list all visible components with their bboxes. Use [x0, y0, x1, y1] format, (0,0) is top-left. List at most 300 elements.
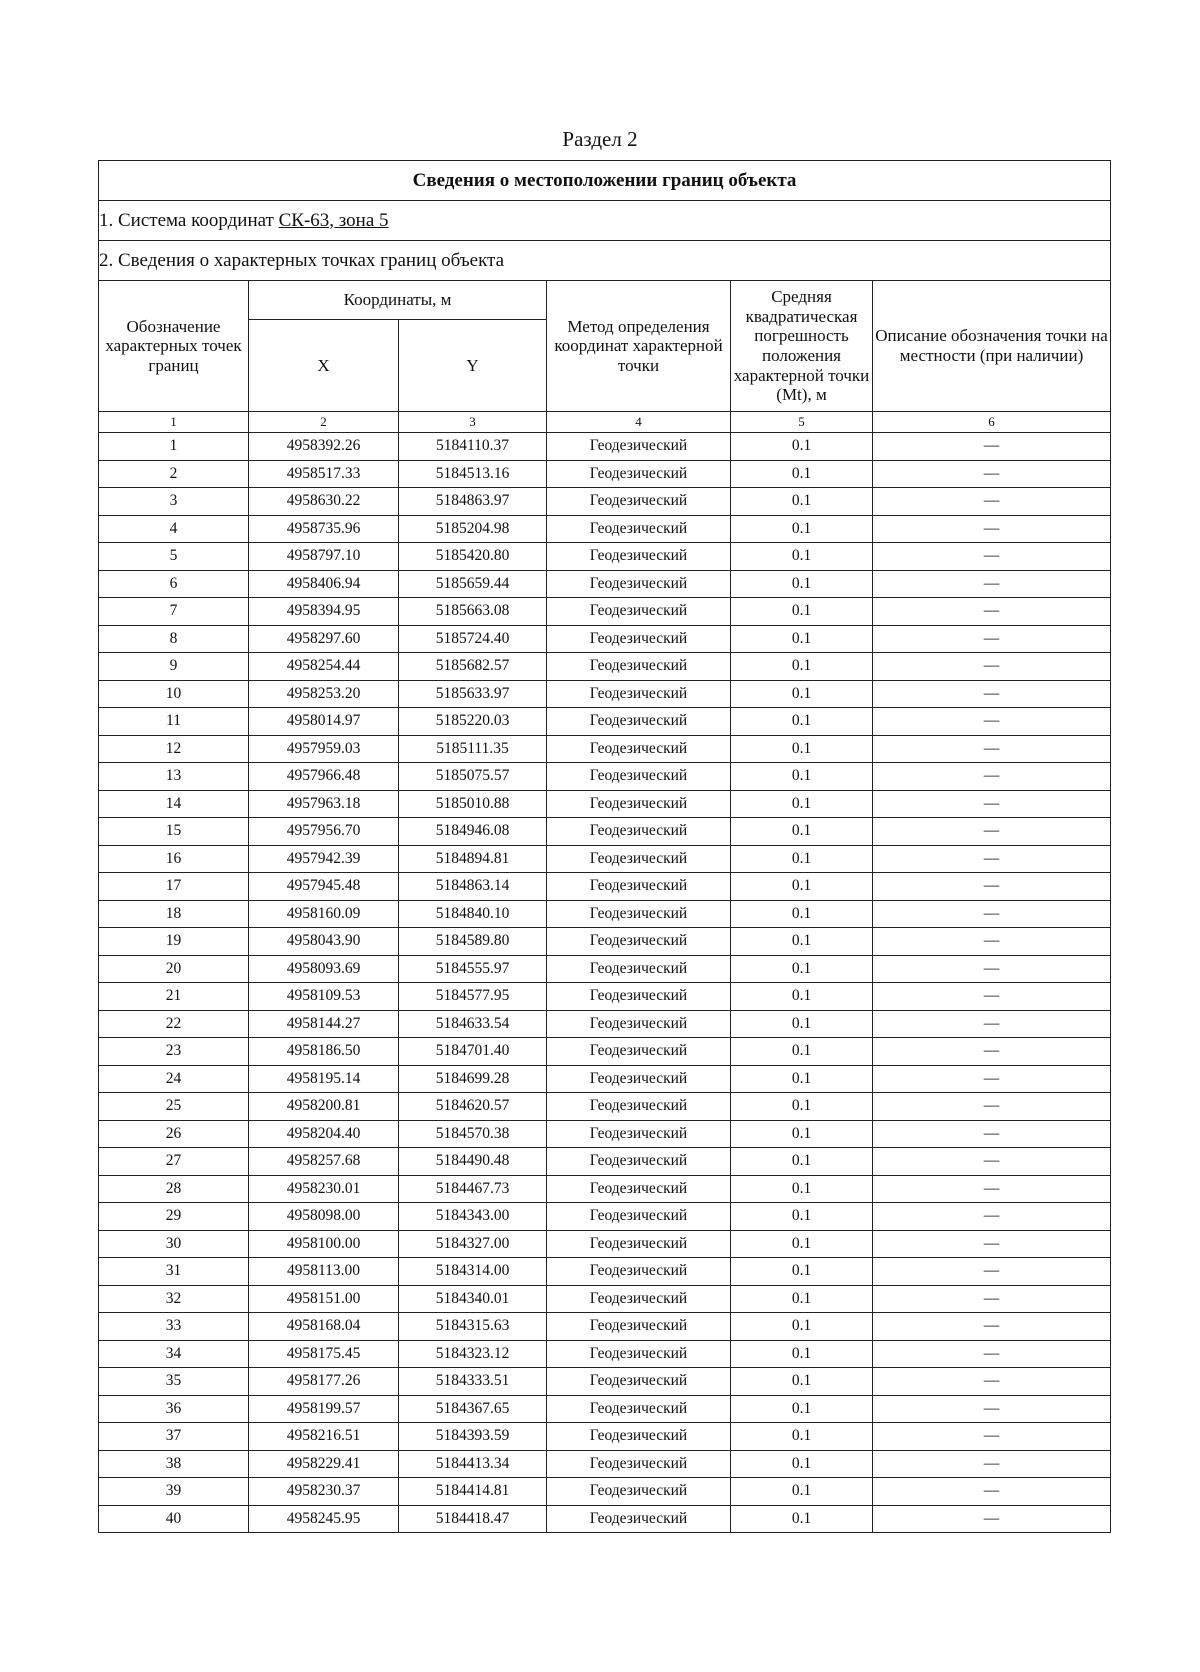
col-header-method: Метод определения координат характерной точки: [547, 281, 731, 412]
description-cell: —: [873, 1038, 1111, 1066]
description-cell: —: [873, 515, 1111, 543]
method-cell: Геодезический: [547, 1065, 731, 1093]
coord-system-prefix: 1. Система координат: [99, 209, 279, 231]
table-row: [99, 1258, 1111, 1286]
description-cell: —: [873, 680, 1111, 708]
description-cell: —: [873, 1230, 1111, 1258]
table-row: [99, 708, 1111, 736]
point-number-cell: 35: [99, 1368, 249, 1396]
method-cell: Геодезический: [547, 653, 731, 681]
method-cell: Геодезический: [547, 570, 731, 598]
method-cell: Геодезический: [547, 790, 731, 818]
x-coordinate-cell: 4958230.37: [249, 1478, 399, 1506]
method-cell: Геодезический: [547, 1120, 731, 1148]
point-number-cell: 4: [99, 515, 249, 543]
x-coordinate-cell: 4958195.14: [249, 1065, 399, 1093]
point-number-cell: 12: [99, 735, 249, 763]
error-cell: 0.1: [731, 625, 873, 653]
x-coordinate-cell: 4957942.39: [249, 845, 399, 873]
table-row: [99, 1423, 1111, 1451]
point-number-cell: 39: [99, 1478, 249, 1506]
table-row: [99, 1340, 1111, 1368]
description-cell: —: [873, 1478, 1111, 1506]
table-row: [99, 570, 1111, 598]
column-number: 1: [99, 412, 249, 433]
method-cell: Геодезический: [547, 625, 731, 653]
y-coordinate-cell: 5184314.00: [399, 1258, 547, 1286]
point-number-cell: 28: [99, 1175, 249, 1203]
method-cell: Геодезический: [547, 1423, 731, 1451]
error-cell: 0.1: [731, 790, 873, 818]
y-coordinate-cell: 5184577.95: [399, 983, 547, 1011]
error-cell: 0.1: [731, 1478, 873, 1506]
method-cell: Геодезический: [547, 708, 731, 736]
y-coordinate-cell: 5184699.28: [399, 1065, 547, 1093]
method-cell: Геодезический: [547, 1148, 731, 1176]
x-coordinate-cell: 4957963.18: [249, 790, 399, 818]
method-cell: Геодезический: [547, 1313, 731, 1341]
error-cell: 0.1: [731, 763, 873, 791]
error-cell: 0.1: [731, 1313, 873, 1341]
point-number-cell: 21: [99, 983, 249, 1011]
table-row: [99, 1148, 1111, 1176]
y-coordinate-cell: 5185633.97: [399, 680, 547, 708]
y-coordinate-cell: 5185659.44: [399, 570, 547, 598]
y-coordinate-cell: 5184333.51: [399, 1368, 547, 1396]
table-row: [99, 1093, 1111, 1121]
x-coordinate-cell: 4958100.00: [249, 1230, 399, 1258]
method-cell: Геодезический: [547, 1203, 731, 1231]
table-row: [99, 983, 1111, 1011]
x-coordinate-cell: 4958160.09: [249, 900, 399, 928]
x-coordinate-cell: 4957966.48: [249, 763, 399, 791]
table-row: [99, 1285, 1111, 1313]
point-number-cell: 25: [99, 1093, 249, 1121]
x-coordinate-cell: 4958204.40: [249, 1120, 399, 1148]
x-coordinate-cell: 4958216.51: [249, 1423, 399, 1451]
description-cell: —: [873, 598, 1111, 626]
error-cell: 0.1: [731, 1065, 873, 1093]
table-row: [99, 735, 1111, 763]
point-number-cell: 17: [99, 873, 249, 901]
x-coordinate-cell: 4958043.90: [249, 928, 399, 956]
error-cell: 0.1: [731, 460, 873, 488]
y-coordinate-cell: 5184315.63: [399, 1313, 547, 1341]
description-cell: —: [873, 1010, 1111, 1038]
y-coordinate-cell: 5184701.40: [399, 1038, 547, 1066]
description-cell: —: [873, 873, 1111, 901]
table-row: [99, 763, 1111, 791]
method-cell: Геодезический: [547, 818, 731, 846]
column-number: 5: [731, 412, 873, 433]
y-coordinate-cell: 5184393.59: [399, 1423, 547, 1451]
point-number-cell: 8: [99, 625, 249, 653]
coord-system-value: СК-63, зона 5: [278, 209, 389, 231]
y-coordinate-cell: 5184343.00: [399, 1203, 547, 1231]
description-cell: —: [873, 845, 1111, 873]
error-cell: 0.1: [731, 1175, 873, 1203]
error-cell: 0.1: [731, 680, 873, 708]
method-cell: Геодезический: [547, 1478, 731, 1506]
y-coordinate-cell: 5184323.12: [399, 1340, 547, 1368]
boundary-points-table: [98, 160, 1111, 1533]
point-number-cell: 11: [99, 708, 249, 736]
method-cell: Геодезический: [547, 1505, 731, 1533]
table-row: [99, 625, 1111, 653]
column-number: 6: [873, 412, 1111, 433]
table-row: [99, 515, 1111, 543]
x-coordinate-cell: 4958230.01: [249, 1175, 399, 1203]
table-row: [99, 1120, 1111, 1148]
error-cell: 0.1: [731, 1230, 873, 1258]
y-coordinate-cell: 5184418.47: [399, 1505, 547, 1533]
error-cell: 0.1: [731, 1505, 873, 1533]
table-row: [99, 543, 1111, 571]
col-header-designation: Обозначение характерных точек границ: [99, 281, 249, 412]
y-coordinate-cell: 5185204.98: [399, 515, 547, 543]
y-coordinate-cell: 5184863.14: [399, 873, 547, 901]
table-row: [99, 1203, 1111, 1231]
x-coordinate-cell: 4958394.95: [249, 598, 399, 626]
error-cell: 0.1: [731, 488, 873, 516]
error-cell: 0.1: [731, 955, 873, 983]
y-coordinate-cell: 5184620.57: [399, 1093, 547, 1121]
description-cell: —: [873, 1423, 1111, 1451]
error-cell: 0.1: [731, 735, 873, 763]
point-number-cell: 20: [99, 955, 249, 983]
error-cell: 0.1: [731, 1148, 873, 1176]
description-cell: —: [873, 1093, 1111, 1121]
description-cell: —: [873, 983, 1111, 1011]
x-coordinate-cell: 4957956.70: [249, 818, 399, 846]
method-cell: Геодезический: [547, 598, 731, 626]
x-coordinate-cell: 4958109.53: [249, 983, 399, 1011]
x-coordinate-cell: 4958093.69: [249, 955, 399, 983]
error-cell: 0.1: [731, 1093, 873, 1121]
col-header-description: Описание обозначения точки на местности (при наличии): [873, 281, 1111, 412]
method-cell: Геодезический: [547, 460, 731, 488]
y-coordinate-cell: 5185075.57: [399, 763, 547, 791]
x-coordinate-cell: 4957959.03: [249, 735, 399, 763]
x-coordinate-cell: 4958151.00: [249, 1285, 399, 1313]
col-header-coordinates: Координаты, м: [249, 281, 547, 320]
x-coordinate-cell: 4957945.48: [249, 873, 399, 901]
method-cell: Геодезический: [547, 1010, 731, 1038]
point-number-cell: 29: [99, 1203, 249, 1231]
table-row: [99, 1065, 1111, 1093]
x-coordinate-cell: 4958144.27: [249, 1010, 399, 1038]
y-coordinate-cell: 5184863.97: [399, 488, 547, 516]
table-row: [99, 928, 1111, 956]
y-coordinate-cell: 5185420.80: [399, 543, 547, 571]
method-cell: Геодезический: [547, 983, 731, 1011]
x-coordinate-cell: 4958257.68: [249, 1148, 399, 1176]
method-cell: Геодезический: [547, 1368, 731, 1396]
description-cell: —: [873, 1148, 1111, 1176]
table-row: [99, 1175, 1111, 1203]
point-number-cell: 10: [99, 680, 249, 708]
error-cell: 0.1: [731, 570, 873, 598]
x-coordinate-cell: 4958199.57: [249, 1395, 399, 1423]
y-coordinate-cell: 5184946.08: [399, 818, 547, 846]
error-cell: 0.1: [731, 598, 873, 626]
method-cell: Геодезический: [547, 1230, 731, 1258]
error-cell: 0.1: [731, 1203, 873, 1231]
column-number: 2: [249, 412, 399, 433]
point-number-cell: 33: [99, 1313, 249, 1341]
table-row: [99, 1395, 1111, 1423]
error-cell: 0.1: [731, 818, 873, 846]
point-number-cell: 6: [99, 570, 249, 598]
point-number-cell: 32: [99, 1285, 249, 1313]
method-cell: Геодезический: [547, 1450, 731, 1478]
x-coordinate-cell: 4958297.60: [249, 625, 399, 653]
y-coordinate-cell: 5184490.48: [399, 1148, 547, 1176]
table-row: [99, 1010, 1111, 1038]
method-cell: Геодезический: [547, 735, 731, 763]
table-row: [99, 1478, 1111, 1506]
y-coordinate-cell: 5184570.38: [399, 1120, 547, 1148]
y-coordinate-cell: 5184840.10: [399, 900, 547, 928]
description-cell: —: [873, 1203, 1111, 1231]
point-number-cell: 37: [99, 1423, 249, 1451]
method-cell: Геодезический: [547, 763, 731, 791]
y-coordinate-cell: 5184513.16: [399, 460, 547, 488]
method-cell: Геодезический: [547, 515, 731, 543]
point-number-cell: 14: [99, 790, 249, 818]
point-number-cell: 18: [99, 900, 249, 928]
x-coordinate-cell: 4958406.94: [249, 570, 399, 598]
error-cell: 0.1: [731, 900, 873, 928]
error-cell: 0.1: [731, 433, 873, 461]
error-cell: 0.1: [731, 1368, 873, 1396]
description-cell: —: [873, 1395, 1111, 1423]
point-number-cell: 16: [99, 845, 249, 873]
y-coordinate-cell: 5185010.88: [399, 790, 547, 818]
error-cell: 0.1: [731, 1258, 873, 1286]
description-cell: —: [873, 488, 1111, 516]
point-number-cell: 22: [99, 1010, 249, 1038]
y-coordinate-cell: 5184413.34: [399, 1450, 547, 1478]
method-cell: Геодезический: [547, 873, 731, 901]
y-coordinate-cell: 5184414.81: [399, 1478, 547, 1506]
method-cell: Геодезический: [547, 1175, 731, 1203]
method-cell: Геодезический: [547, 1285, 731, 1313]
description-cell: —: [873, 763, 1111, 791]
method-cell: Геодезический: [547, 433, 731, 461]
method-cell: Геодезический: [547, 543, 731, 571]
point-number-cell: 5: [99, 543, 249, 571]
point-number-cell: 24: [99, 1065, 249, 1093]
points-section-header: 2. Сведения о характерных точках границ объекта: [99, 241, 1111, 281]
point-number-cell: 3: [99, 488, 249, 516]
method-cell: Геодезический: [547, 1258, 731, 1286]
point-number-cell: 15: [99, 818, 249, 846]
table-row: [99, 955, 1111, 983]
x-coordinate-cell: 4958735.96: [249, 515, 399, 543]
table-row: [99, 680, 1111, 708]
description-cell: —: [873, 818, 1111, 846]
column-number-row: [99, 412, 1111, 433]
description-cell: —: [873, 1368, 1111, 1396]
point-number-cell: 27: [99, 1148, 249, 1176]
table-row: [99, 1450, 1111, 1478]
y-coordinate-cell: 5184367.65: [399, 1395, 547, 1423]
y-coordinate-cell: 5185724.40: [399, 625, 547, 653]
x-coordinate-cell: 4958517.33: [249, 460, 399, 488]
point-number-cell: 9: [99, 653, 249, 681]
point-number-cell: 13: [99, 763, 249, 791]
coord-system-row: [99, 201, 1111, 241]
table-row: [99, 900, 1111, 928]
description-cell: —: [873, 1340, 1111, 1368]
y-coordinate-cell: 5184340.01: [399, 1285, 547, 1313]
method-cell: Геодезический: [547, 1093, 731, 1121]
table-row: [99, 1038, 1111, 1066]
y-coordinate-cell: 5184894.81: [399, 845, 547, 873]
description-cell: —: [873, 1065, 1111, 1093]
x-coordinate-cell: 4958175.45: [249, 1340, 399, 1368]
error-cell: 0.1: [731, 543, 873, 571]
table-row: [99, 460, 1111, 488]
table-row: [99, 1505, 1111, 1533]
method-cell: Геодезический: [547, 928, 731, 956]
point-number-cell: 19: [99, 928, 249, 956]
description-cell: —: [873, 708, 1111, 736]
col-header-x: X: [249, 320, 399, 412]
table-row: [99, 790, 1111, 818]
x-coordinate-cell: 4958254.44: [249, 653, 399, 681]
description-cell: —: [873, 460, 1111, 488]
error-cell: 0.1: [731, 928, 873, 956]
description-cell: —: [873, 1175, 1111, 1203]
x-coordinate-cell: 4958229.41: [249, 1450, 399, 1478]
method-cell: Геодезический: [547, 1340, 731, 1368]
description-cell: —: [873, 1258, 1111, 1286]
method-cell: Геодезический: [547, 845, 731, 873]
method-cell: Геодезический: [547, 1395, 731, 1423]
error-cell: 0.1: [731, 653, 873, 681]
point-number-cell: 40: [99, 1505, 249, 1533]
error-cell: 0.1: [731, 708, 873, 736]
description-cell: —: [873, 625, 1111, 653]
error-cell: 0.1: [731, 1285, 873, 1313]
method-cell: Геодезический: [547, 900, 731, 928]
point-number-cell: 26: [99, 1120, 249, 1148]
point-number-cell: 23: [99, 1038, 249, 1066]
x-coordinate-cell: 4958113.00: [249, 1258, 399, 1286]
y-coordinate-cell: 5185220.03: [399, 708, 547, 736]
table-row: [99, 598, 1111, 626]
y-coordinate-cell: 5185682.57: [399, 653, 547, 681]
description-cell: —: [873, 1505, 1111, 1533]
description-cell: —: [873, 1285, 1111, 1313]
error-cell: 0.1: [731, 845, 873, 873]
method-cell: Геодезический: [547, 955, 731, 983]
point-number-cell: 36: [99, 1395, 249, 1423]
description-cell: —: [873, 433, 1111, 461]
y-coordinate-cell: 5185663.08: [399, 598, 547, 626]
x-coordinate-cell: 4958630.22: [249, 488, 399, 516]
y-coordinate-cell: 5184110.37: [399, 433, 547, 461]
method-cell: Геодезический: [547, 680, 731, 708]
column-number: 3: [399, 412, 547, 433]
x-coordinate-cell: 4958245.95: [249, 1505, 399, 1533]
description-cell: —: [873, 1120, 1111, 1148]
point-number-cell: 31: [99, 1258, 249, 1286]
description-cell: —: [873, 1313, 1111, 1341]
column-number: 4: [547, 412, 731, 433]
description-cell: —: [873, 570, 1111, 598]
y-coordinate-cell: 5185111.35: [399, 735, 547, 763]
error-cell: 0.1: [731, 515, 873, 543]
table-row: [99, 1313, 1111, 1341]
description-cell: —: [873, 790, 1111, 818]
error-cell: 0.1: [731, 1340, 873, 1368]
point-number-cell: 7: [99, 598, 249, 626]
point-number-cell: 2: [99, 460, 249, 488]
points-table-body: [99, 433, 1111, 1533]
method-cell: Геодезический: [547, 488, 731, 516]
x-coordinate-cell: 4958168.04: [249, 1313, 399, 1341]
y-coordinate-cell: 5184633.54: [399, 1010, 547, 1038]
x-coordinate-cell: 4958098.00: [249, 1203, 399, 1231]
table-row: [99, 818, 1111, 846]
table-title: Сведения о местоположении границ объекта: [99, 161, 1111, 201]
description-cell: —: [873, 955, 1111, 983]
table-row: [99, 653, 1111, 681]
description-cell: —: [873, 735, 1111, 763]
description-cell: —: [873, 653, 1111, 681]
x-coordinate-cell: 4958253.20: [249, 680, 399, 708]
description-cell: —: [873, 543, 1111, 571]
error-cell: 0.1: [731, 1120, 873, 1148]
error-cell: 0.1: [731, 1395, 873, 1423]
table-row: [99, 1230, 1111, 1258]
col-header-error: Средняя квадратическая погрешность положения характерной точки (Mt), м: [731, 281, 873, 412]
error-cell: 0.1: [731, 873, 873, 901]
y-coordinate-cell: 5184467.73: [399, 1175, 547, 1203]
x-coordinate-cell: 4958200.81: [249, 1093, 399, 1121]
y-coordinate-cell: 5184327.00: [399, 1230, 547, 1258]
y-coordinate-cell: 5184555.97: [399, 955, 547, 983]
table-row: [99, 845, 1111, 873]
error-cell: 0.1: [731, 1038, 873, 1066]
y-coordinate-cell: 5184589.80: [399, 928, 547, 956]
table-row: [99, 433, 1111, 461]
x-coordinate-cell: 4958186.50: [249, 1038, 399, 1066]
description-cell: —: [873, 900, 1111, 928]
point-number-cell: 34: [99, 1340, 249, 1368]
x-coordinate-cell: 4958014.97: [249, 708, 399, 736]
point-number-cell: 38: [99, 1450, 249, 1478]
error-cell: 0.1: [731, 1010, 873, 1038]
error-cell: 0.1: [731, 983, 873, 1011]
error-cell: 0.1: [731, 1423, 873, 1451]
error-cell: 0.1: [731, 1450, 873, 1478]
table-row: [99, 873, 1111, 901]
description-cell: —: [873, 1450, 1111, 1478]
method-cell: Геодезический: [547, 1038, 731, 1066]
point-number-cell: 30: [99, 1230, 249, 1258]
col-header-y: Y: [399, 320, 547, 412]
point-number-cell: 1: [99, 433, 249, 461]
description-cell: —: [873, 928, 1111, 956]
x-coordinate-cell: 4958392.26: [249, 433, 399, 461]
x-coordinate-cell: 4958177.26: [249, 1368, 399, 1396]
section-label: Раздел 2: [562, 127, 638, 151]
table-row: [99, 488, 1111, 516]
